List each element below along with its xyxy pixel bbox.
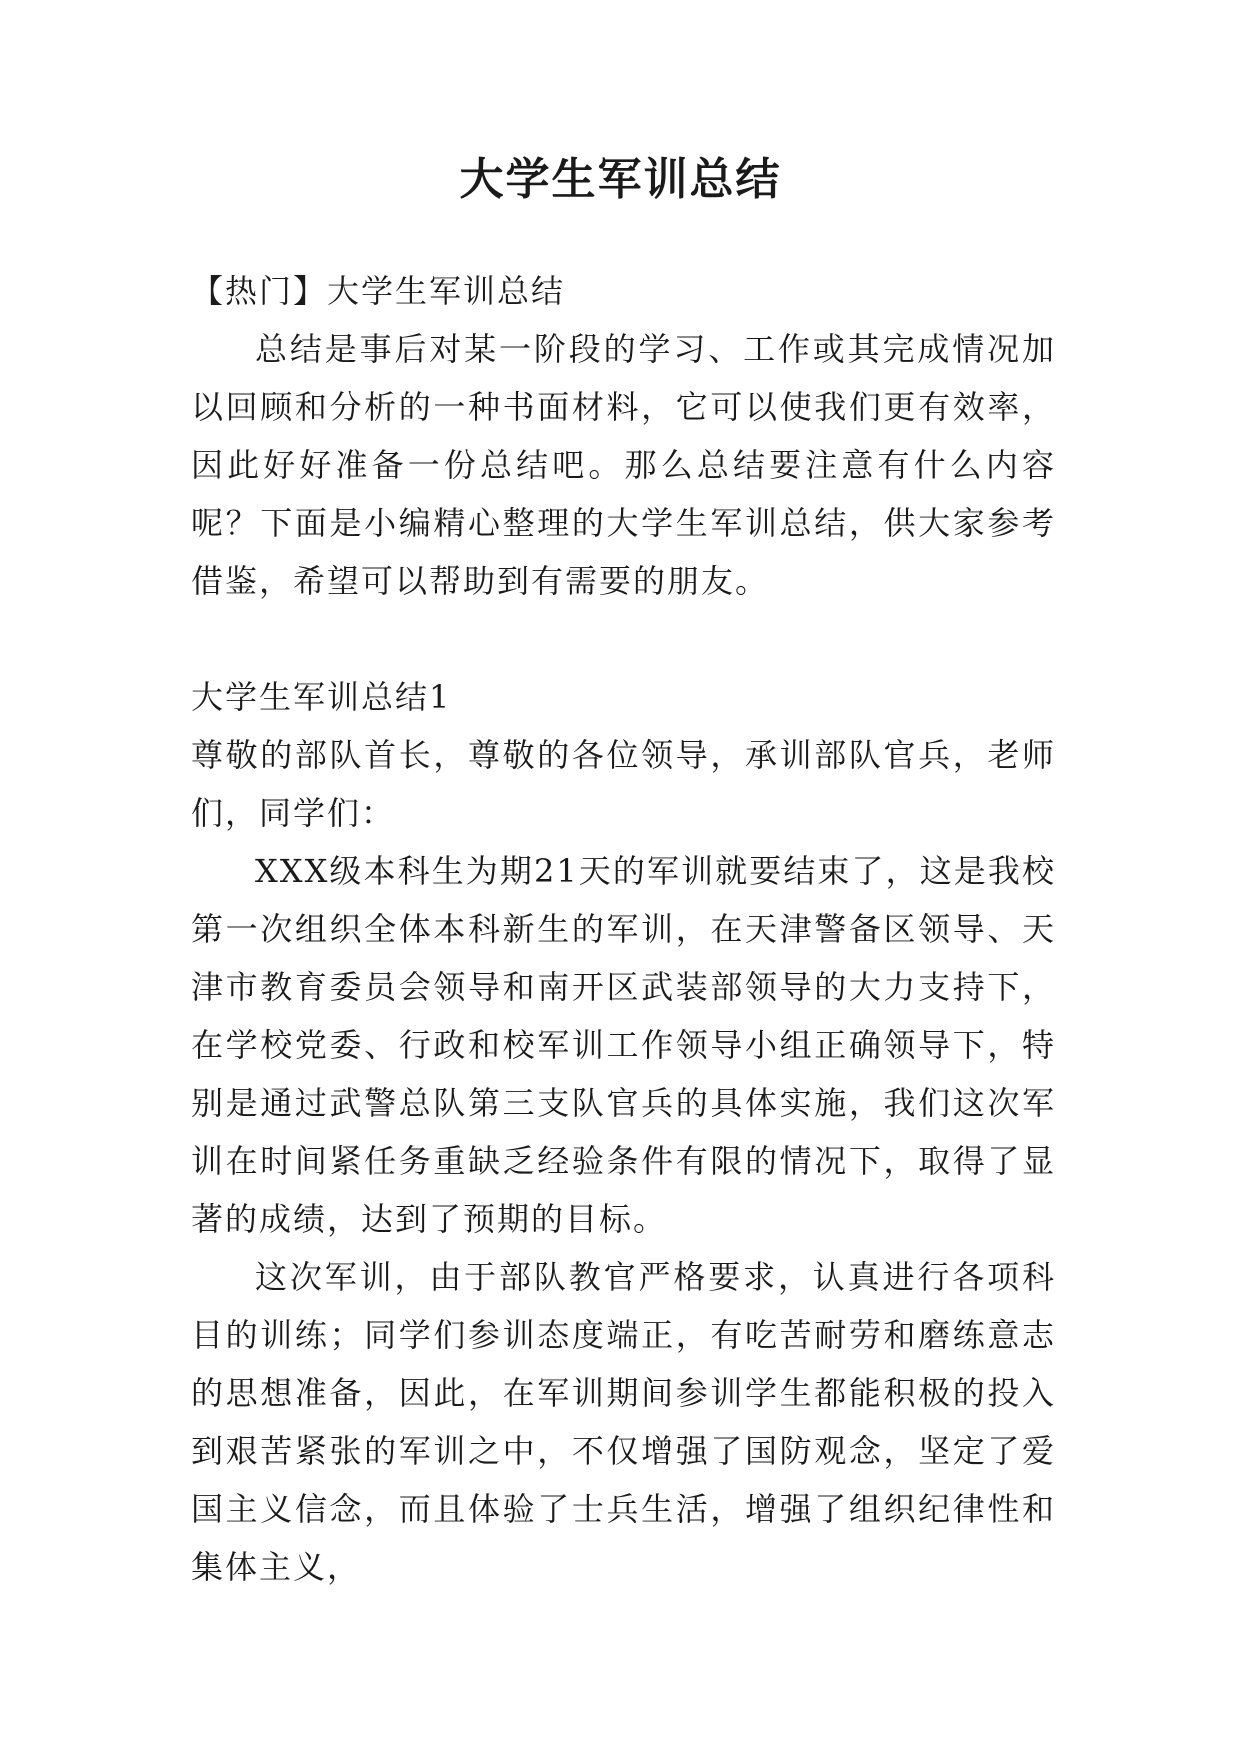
document-body <box>191 262 1056 1596</box>
body-paragraph: 这次军训，由于部队教官严格要求，认真进行各项科目的训练；同学们参训态度端正，有吃苦耐劳和磨练意志的思想准备，因此，在军训期间参训学生都能积极的投入到艰苦紧张的军训之中，不仅增强了国防观念，坚定了爱国主义信念，而且体验了士兵生活，增强了组织纪律性和集体主义， <box>191 1258 1056 1586</box>
salutation-paragraph: 尊敬的部队首长，尊敬的各位领导，承训部队官兵，老师们，同学们： <box>191 736 1056 832</box>
document-title: 大学生军训总结 <box>459 154 782 205</box>
section-heading: 大学生军训总结1 <box>191 678 452 716</box>
intro-paragraph: 总结是事后对某一阶段的学习、工作或其完成情况加以回顾和分析的一种书面材料，它可以使我们更有效率，因此好好准备一份总结吧。那么总结要注意有什么内容呢？下面是小编精心整理的大学生军训总结，供大家参考借鉴，希望可以帮助到有需要的朋友。 <box>191 330 1056 600</box>
subtitle-line: 【热门】大学生军训总结 <box>191 272 566 310</box>
body-paragraph: XXX级本科生为期21天的军训就要结束了，这是我校第一次组织全体本科新生的军训，在天津警备区领导、天津市教育委员会领导和南开区武装部领导的大力支持下，在学校党委、行政和校军训工作领导小组正确领导下，特别是通过武警总队第三支队官兵的具体实施，我们这次军训在时间紧任务重缺乏经验条件有限的情况下，取得了显著的成绩，达到了预期的目标。 <box>191 852 1056 1238</box>
blank-line <box>191 610 1056 668</box>
